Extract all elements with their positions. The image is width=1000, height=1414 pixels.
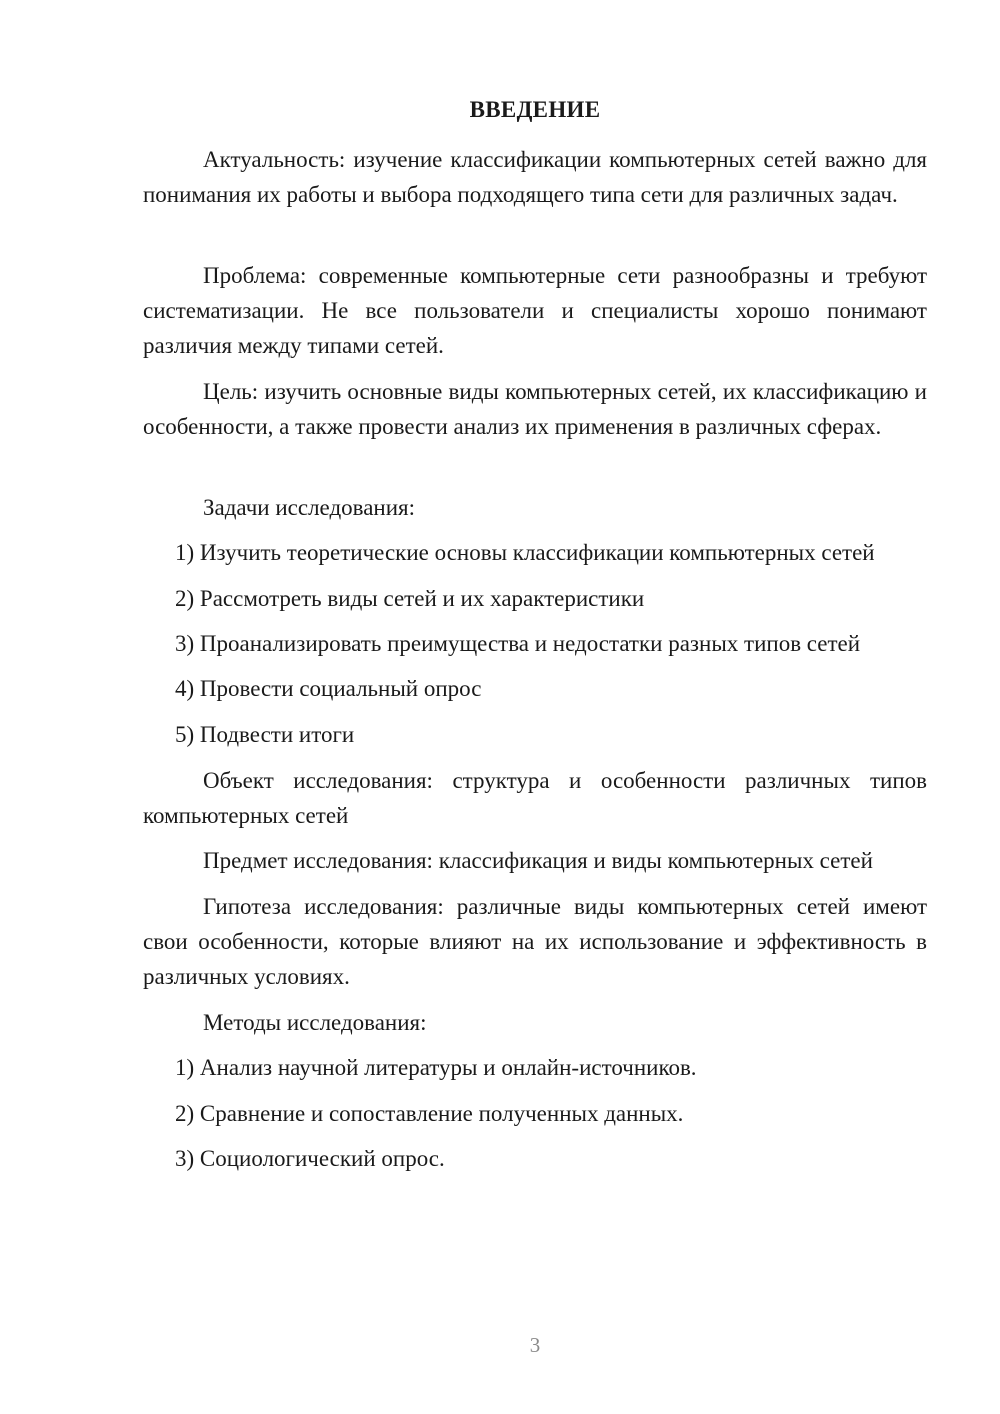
task-item: 2) Рассмотреть виды сетей и их характеристики <box>175 586 645 611</box>
subject-paragraph: Предмет исследования: классификация и виды компьютерных сетей <box>203 848 873 873</box>
methods-heading: Методы исследования: <box>203 1010 427 1035</box>
tasks-heading: Задачи исследования: <box>203 495 416 520</box>
method-item: 3) Социологический опрос. <box>175 1146 445 1171</box>
object-paragraph <box>143 763 927 833</box>
task-item: 3) Проанализировать преимущества и недостатки разных типов сетей <box>175 631 861 656</box>
hypothesis-text: Гипотеза исследования: различные виды компьютерных сетей имеют свои особенности, которые влияют на их использование и эффективность в различных условиях. <box>143 894 927 989</box>
problem-text: Проблема: современные компьютерные сети разнообразны и требуют систематизации. Не все пользователи и специалисты хорошо понимают различия между типами сетей. <box>143 263 927 358</box>
relevance-paragraph <box>143 142 927 212</box>
task-item: 1) Изучить теоретические основы классификации компьютерных сетей <box>175 540 875 565</box>
problem-paragraph <box>143 258 927 363</box>
task-item: 4) Провести социальный опрос <box>175 676 482 701</box>
goal-text: Цель: изучить основные виды компьютерных сетей, их классификацию и особенности, а также провести анализ их применения в различных сферах. <box>143 379 927 439</box>
hypothesis-paragraph <box>143 889 927 994</box>
goal-paragraph <box>143 374 927 444</box>
task-item: 5) Подвести итоги <box>175 722 355 747</box>
page-title: ВВЕДЕНИЕ <box>469 97 601 122</box>
method-item: 1) Анализ научной литературы и онлайн-источников. <box>175 1055 697 1080</box>
object-text: Объект исследования: структура и особенности различных типов компьютерных сетей <box>143 768 927 828</box>
relevance-text: Актуальность: изучение классификации компьютерных сетей важно для понимания их работы и выбора подходящего типа сети для различных задач. <box>143 147 927 207</box>
page-number: 3 <box>529 1333 541 1357</box>
method-item: 2) Сравнение и сопоставление полученных данных. <box>175 1101 684 1126</box>
